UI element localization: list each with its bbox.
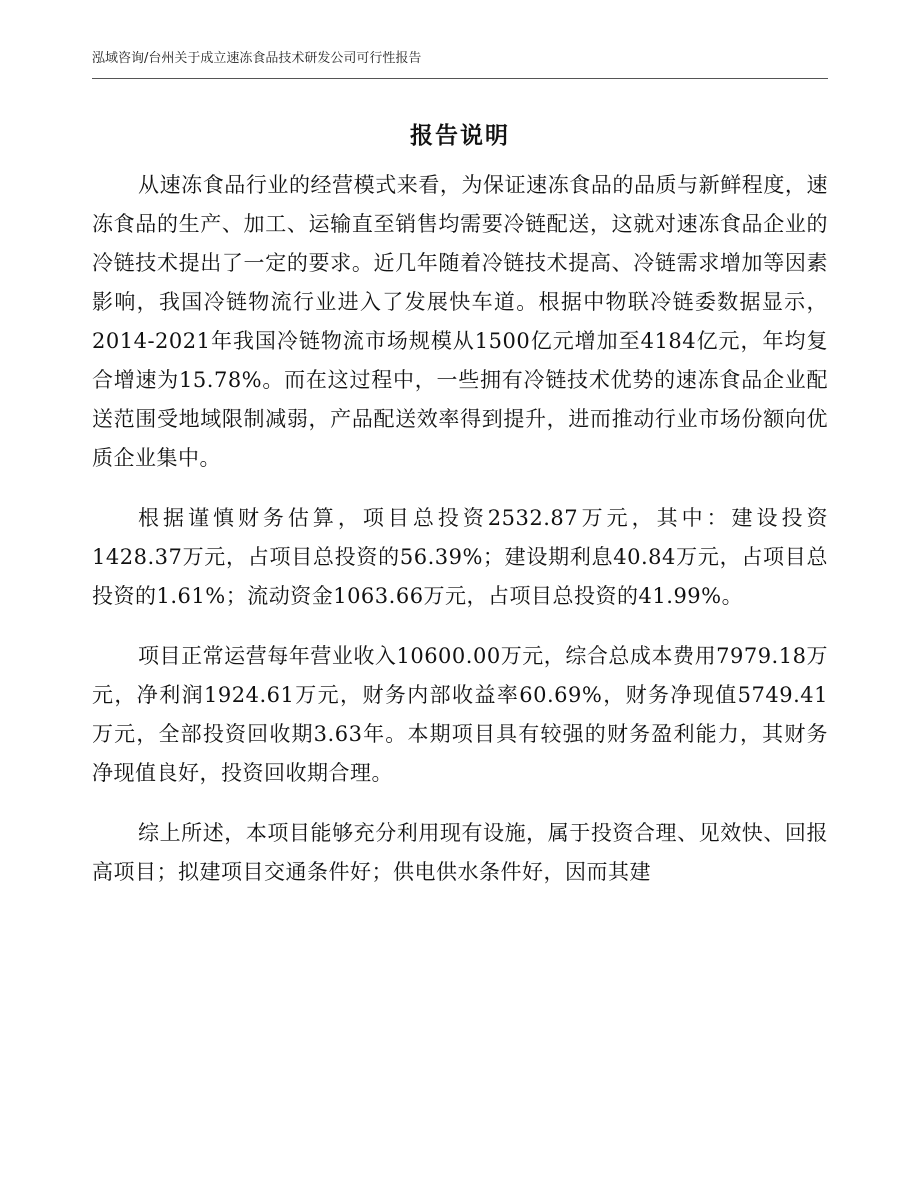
header-divider <box>92 78 828 79</box>
running-header: 泓域咨询/台州关于成立速冻食品技术研发公司可行性报告 <box>92 51 422 66</box>
page-title: 报告说明 <box>410 123 510 149</box>
paragraph-financial-returns: 项目正常运营每年营业收入10600.00万元，综合总成本费用7979.18万元，净利润1924.61万元，财务内部收益率60.69%，财务净现值5749.41万元，全部投资回收期3.63年。本期项目具有较强的财务盈利能力，其财务净现值良好，投资回收期合理。 <box>92 644 828 785</box>
paragraph-conclusion: 综上所述，本项目能够充分利用现有设施，属于投资合理、见效快、回报高项目；拟建项目交通条件好；供电供水条件好，因而其建 <box>92 821 828 884</box>
report-body <box>92 166 828 913</box>
paragraph-industry-overview: 从速冻食品行业的经营模式来看，为保证速冻食品的品质与新鲜程度，速冻食品的生产、加工、运输直至销售均需要冷链配送，这就对速冻食品企业的冷链技术提出了一定的要求。近几年随着冷链技术提高、冷链需求增加等因素影响，我国冷链物流行业进入了发展快车道。根据中物联冷链委数据显示，2014-2021年我国冷链物流市场规模从1500亿元增加至4184亿元，年均复合增速为15.78%。而在这过程中，一些拥有冷链技术优势的速冻食品企业配送范围受地域限制减弱，产品配送效率得到提升，进而推动行业市场份额向优质企业集中。 <box>92 173 828 470</box>
paragraph-investment-estimate: 根据谨慎财务估算，项目总投资2532.87万元，其中：建设投资1428.37万元，占项目总投资的56.39%；建设期利息40.84万元，占项目总投资的1.61%；流动资金1063.66万元，占项目总投资的41.99%。 <box>92 506 828 608</box>
